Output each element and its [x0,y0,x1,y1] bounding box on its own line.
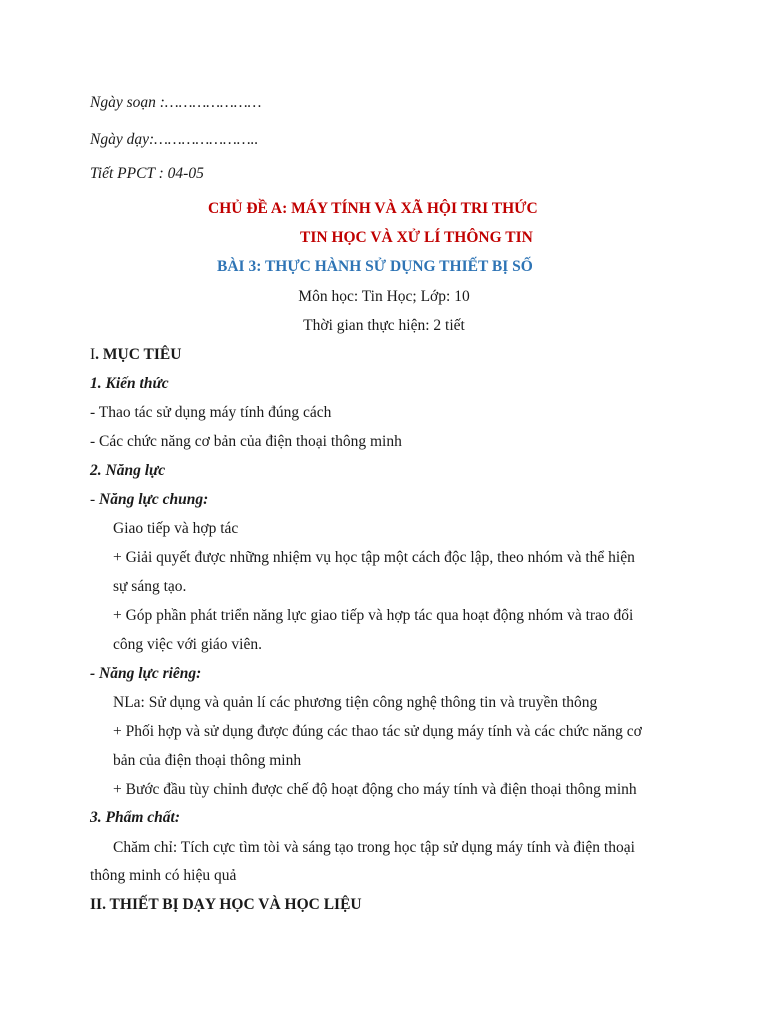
tiet-ppct: Tiết PPCT : 04-05 [90,165,204,182]
ngay-day: Ngày dạy:………………….. [90,131,259,148]
sub-title: TIN HỌC VÀ XỬ LÍ THÔNG TIN [300,229,533,246]
section-2-heading [90,895,362,915]
nang-luc-rieng-line: NLa: Sử dụng và quản lí các phương tiện công nghệ thông tin và truyền thông [113,694,598,711]
nang-luc-chung-line: sự sáng tạo. [113,578,187,595]
pham-chat-heading: 3. Phẩm chất: [90,809,180,826]
nang-luc-rieng-line: + Phối hợp và sử dụng được đúng các thao tác sử dụng máy tính và các chức năng cơ [113,723,642,740]
nang-luc-chung-text: Năng lực chung: [99,491,209,508]
nang-luc-heading: 2. Năng lực [90,462,166,479]
duration: Thời gian thực hiện: 2 tiết [303,317,465,334]
dash: - [90,491,100,508]
nang-luc-rieng-line: + Bước đầu tùy chỉnh được chế độ hoạt động cho máy tính và điện thoại thông minh [113,781,637,798]
chu-de-title: CHỦ ĐỀ A: MÁY TÍNH VÀ XÃ HỘI TRI THỨC [208,200,538,217]
section-1-number: I [90,346,96,363]
nang-luc-chung-line: + Giải quyết được những nhiệm vụ học tập một cách độc lập, theo nhóm và thể hiện [113,549,635,566]
nang-luc-chung-label [90,490,208,510]
subject-class: Môn học: Tin Học; Lớp: 10 [298,288,470,305]
nang-luc-chung-line: công việc với giáo viên. [113,636,262,653]
nang-luc-rieng-line: bản của điện thoại thông minh [113,752,302,769]
section-2-number: II [90,896,103,913]
section-1-heading [90,345,181,365]
nang-luc-chung-line: + Góp phần phát triển năng lực giao tiếp và hợp tác qua hoạt động nhóm và trao đổi [113,607,634,624]
ngay-soan: Ngày soạn :………………… [90,94,262,111]
lesson-title: BÀI 3: THỰC HÀNH SỬ DỤNG THIẾT BỊ SỐ [217,258,533,275]
nang-luc-rieng-label: - Năng lực riêng: [90,665,202,682]
pham-chat-line: thông minh có hiệu quả [90,867,237,884]
nang-luc-chung-line: Giao tiếp và hợp tác [113,520,239,537]
kien-thuc-heading: 1. Kiến thức [90,375,169,392]
pham-chat-line: Chăm chỉ: Tích cực tìm tòi và sáng tạo trong học tập sử dụng máy tính và điện thoại [113,839,635,856]
section-2-text: . THIẾT BỊ DẠY HỌC VÀ HỌC LIỆU [102,896,362,913]
section-1-text: . MỤC TIÊU [95,346,182,363]
kien-thuc-item: - Thao tác sử dụng máy tính đúng cách [90,404,332,421]
kien-thuc-item: - Các chức năng cơ bản của điện thoại thông minh [90,433,402,450]
